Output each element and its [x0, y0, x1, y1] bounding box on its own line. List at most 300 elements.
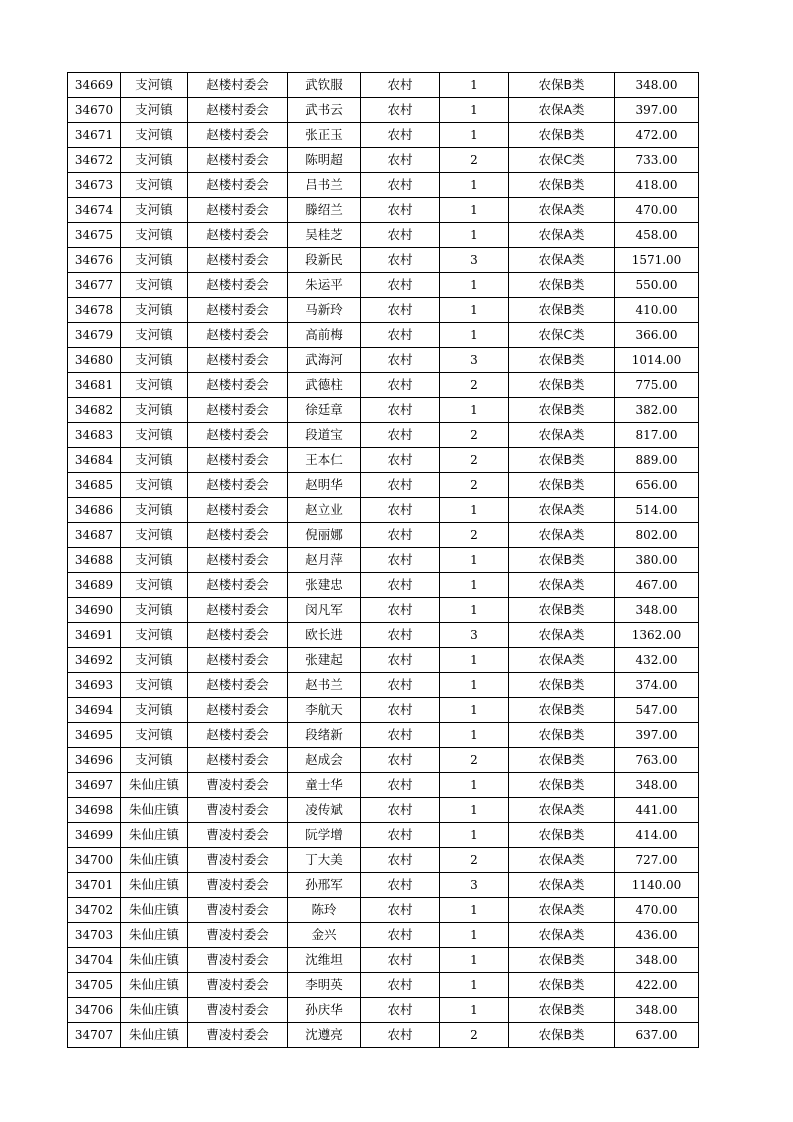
amount-cell: 422.00 [615, 973, 699, 998]
area-type-cell: 农村 [361, 223, 440, 248]
record-id-cell: 34674 [68, 198, 121, 223]
amount-cell: 374.00 [615, 673, 699, 698]
insurance-class-cell: 农保A类 [509, 573, 615, 598]
insurance-class-cell: 农保B类 [509, 448, 615, 473]
amount-cell: 656.00 [615, 473, 699, 498]
household-count-cell: 1 [440, 273, 509, 298]
town-cell: 朱仙庄镇 [121, 998, 188, 1023]
household-count-cell: 2 [440, 523, 509, 548]
town-cell: 支河镇 [121, 98, 188, 123]
area-type-cell: 农村 [361, 723, 440, 748]
record-id-cell: 34703 [68, 923, 121, 948]
table-row [68, 248, 699, 273]
table-row [68, 973, 699, 998]
table-row [68, 773, 699, 798]
table-row [68, 323, 699, 348]
area-type-cell: 农村 [361, 798, 440, 823]
household-count-cell: 1 [440, 773, 509, 798]
town-cell: 朱仙庄镇 [121, 848, 188, 873]
village-cell: 赵楼村委会 [188, 498, 288, 523]
town-cell: 支河镇 [121, 398, 188, 423]
table-row [68, 573, 699, 598]
area-type-cell: 农村 [361, 748, 440, 773]
town-cell: 朱仙庄镇 [121, 773, 188, 798]
table-row [68, 798, 699, 823]
name-cell: 欧长进 [288, 623, 361, 648]
household-count-cell: 1 [440, 198, 509, 223]
area-type-cell: 农村 [361, 498, 440, 523]
village-cell: 赵楼村委会 [188, 548, 288, 573]
record-id-cell: 34702 [68, 898, 121, 923]
amount-cell: 470.00 [615, 198, 699, 223]
village-cell: 曹凌村委会 [188, 873, 288, 898]
amount-cell: 733.00 [615, 148, 699, 173]
name-cell: 孙邢军 [288, 873, 361, 898]
household-count-cell: 1 [440, 898, 509, 923]
table-row [68, 673, 699, 698]
table-row [68, 548, 699, 573]
amount-cell: 382.00 [615, 398, 699, 423]
town-cell: 支河镇 [121, 723, 188, 748]
area-type-cell: 农村 [361, 123, 440, 148]
amount-cell: 432.00 [615, 648, 699, 673]
area-type-cell: 农村 [361, 73, 440, 98]
name-cell: 徐廷章 [288, 398, 361, 423]
insurance-class-cell: 农保A类 [509, 98, 615, 123]
town-cell: 支河镇 [121, 573, 188, 598]
record-id-cell: 34685 [68, 473, 121, 498]
record-id-cell: 34705 [68, 973, 121, 998]
insurance-class-cell: 农保B类 [509, 823, 615, 848]
village-cell: 曹凌村委会 [188, 948, 288, 973]
household-count-cell: 1 [440, 673, 509, 698]
insurance-class-cell: 农保A类 [509, 248, 615, 273]
insurance-class-cell: 农保B类 [509, 698, 615, 723]
insurance-class-cell: 农保B类 [509, 748, 615, 773]
area-type-cell: 农村 [361, 898, 440, 923]
area-type-cell: 农村 [361, 823, 440, 848]
area-type-cell: 农村 [361, 698, 440, 723]
village-cell: 赵楼村委会 [188, 148, 288, 173]
town-cell: 支河镇 [121, 223, 188, 248]
name-cell: 朱运平 [288, 273, 361, 298]
amount-cell: 441.00 [615, 798, 699, 823]
village-cell: 赵楼村委会 [188, 298, 288, 323]
table-row [68, 398, 699, 423]
amount-cell: 514.00 [615, 498, 699, 523]
village-cell: 赵楼村委会 [188, 473, 288, 498]
record-id-cell: 34671 [68, 123, 121, 148]
amount-cell: 467.00 [615, 573, 699, 598]
town-cell: 支河镇 [121, 198, 188, 223]
name-cell: 马新玲 [288, 298, 361, 323]
household-count-cell: 1 [440, 823, 509, 848]
area-type-cell: 农村 [361, 598, 440, 623]
household-count-cell: 1 [440, 548, 509, 573]
name-cell: 凌传斌 [288, 798, 361, 823]
record-id-cell: 34688 [68, 548, 121, 573]
area-type-cell: 农村 [361, 98, 440, 123]
area-type-cell: 农村 [361, 423, 440, 448]
village-cell: 曹凌村委会 [188, 773, 288, 798]
insurance-class-cell: 农保B类 [509, 348, 615, 373]
amount-cell: 727.00 [615, 848, 699, 873]
town-cell: 支河镇 [121, 148, 188, 173]
name-cell: 段新民 [288, 248, 361, 273]
village-cell: 曹凌村委会 [188, 823, 288, 848]
name-cell: 沈维坦 [288, 948, 361, 973]
name-cell: 赵成会 [288, 748, 361, 773]
insurance-class-cell: 农保B类 [509, 598, 615, 623]
table-row [68, 923, 699, 948]
table-row [68, 523, 699, 548]
household-count-cell: 2 [440, 423, 509, 448]
village-cell: 赵楼村委会 [188, 748, 288, 773]
record-id-cell: 34695 [68, 723, 121, 748]
name-cell: 吴桂芝 [288, 223, 361, 248]
table-row [68, 1023, 699, 1048]
insurance-class-cell: 农保A类 [509, 423, 615, 448]
name-cell: 赵明华 [288, 473, 361, 498]
record-id-cell: 34681 [68, 373, 121, 398]
amount-cell: 348.00 [615, 773, 699, 798]
village-cell: 赵楼村委会 [188, 698, 288, 723]
household-count-cell: 2 [440, 748, 509, 773]
record-id-cell: 34694 [68, 698, 121, 723]
town-cell: 朱仙庄镇 [121, 898, 188, 923]
town-cell: 支河镇 [121, 323, 188, 348]
village-cell: 曹凌村委会 [188, 923, 288, 948]
record-id-cell: 34676 [68, 248, 121, 273]
town-cell: 支河镇 [121, 498, 188, 523]
village-cell: 赵楼村委会 [188, 348, 288, 373]
amount-cell: 817.00 [615, 423, 699, 448]
name-cell: 沈遵亮 [288, 1023, 361, 1048]
insurance-class-cell: 农保B类 [509, 998, 615, 1023]
town-cell: 支河镇 [121, 648, 188, 673]
insurance-class-cell: 农保B类 [509, 373, 615, 398]
area-type-cell: 农村 [361, 848, 440, 873]
insurance-class-cell: 农保A类 [509, 623, 615, 648]
household-count-cell: 3 [440, 623, 509, 648]
table-row [68, 848, 699, 873]
area-type-cell: 农村 [361, 1023, 440, 1048]
amount-cell: 1362.00 [615, 623, 699, 648]
table-body [68, 73, 699, 1048]
household-count-cell: 1 [440, 498, 509, 523]
insurance-class-cell: 农保A类 [509, 848, 615, 873]
village-cell: 曹凌村委会 [188, 848, 288, 873]
village-cell: 赵楼村委会 [188, 273, 288, 298]
record-id-cell: 34698 [68, 798, 121, 823]
village-cell: 赵楼村委会 [188, 173, 288, 198]
town-cell: 支河镇 [121, 698, 188, 723]
table-row [68, 598, 699, 623]
amount-cell: 397.00 [615, 98, 699, 123]
household-count-cell: 1 [440, 98, 509, 123]
table-row [68, 73, 699, 98]
household-count-cell: 2 [440, 1023, 509, 1048]
record-id-cell: 34673 [68, 173, 121, 198]
household-count-cell: 1 [440, 123, 509, 148]
amount-cell: 470.00 [615, 898, 699, 923]
amount-cell: 775.00 [615, 373, 699, 398]
record-id-cell: 34707 [68, 1023, 121, 1048]
amount-cell: 380.00 [615, 548, 699, 573]
amount-cell: 348.00 [615, 73, 699, 98]
amount-cell: 366.00 [615, 323, 699, 348]
area-type-cell: 农村 [361, 573, 440, 598]
insurance-class-cell: 农保B类 [509, 298, 615, 323]
household-count-cell: 1 [440, 223, 509, 248]
table-row [68, 948, 699, 973]
household-count-cell: 1 [440, 73, 509, 98]
name-cell: 段绪新 [288, 723, 361, 748]
village-cell: 赵楼村委会 [188, 398, 288, 423]
amount-cell: 472.00 [615, 123, 699, 148]
amount-cell: 348.00 [615, 998, 699, 1023]
village-cell: 赵楼村委会 [188, 598, 288, 623]
name-cell: 武海河 [288, 348, 361, 373]
town-cell: 支河镇 [121, 523, 188, 548]
name-cell: 赵立业 [288, 498, 361, 523]
table-row [68, 273, 699, 298]
village-cell: 赵楼村委会 [188, 523, 288, 548]
area-type-cell: 农村 [361, 548, 440, 573]
table-row [68, 623, 699, 648]
record-id-cell: 34672 [68, 148, 121, 173]
town-cell: 朱仙庄镇 [121, 923, 188, 948]
area-type-cell: 农村 [361, 148, 440, 173]
insurance-class-cell: 农保A类 [509, 923, 615, 948]
area-type-cell: 农村 [361, 673, 440, 698]
town-cell: 支河镇 [121, 123, 188, 148]
table-row [68, 898, 699, 923]
town-cell: 朱仙庄镇 [121, 948, 188, 973]
data-table [67, 72, 699, 1048]
town-cell: 支河镇 [121, 423, 188, 448]
table-row [68, 173, 699, 198]
insurance-class-cell: 农保C类 [509, 148, 615, 173]
name-cell: 金兴 [288, 923, 361, 948]
table-row [68, 873, 699, 898]
household-count-cell: 1 [440, 998, 509, 1023]
household-count-cell: 1 [440, 573, 509, 598]
household-count-cell: 1 [440, 648, 509, 673]
village-cell: 曹凌村委会 [188, 898, 288, 923]
village-cell: 赵楼村委会 [188, 373, 288, 398]
village-cell: 赵楼村委会 [188, 423, 288, 448]
area-type-cell: 农村 [361, 373, 440, 398]
household-count-cell: 3 [440, 348, 509, 373]
amount-cell: 348.00 [615, 598, 699, 623]
insurance-class-cell: 农保A类 [509, 223, 615, 248]
name-cell: 赵月萍 [288, 548, 361, 573]
village-cell: 曹凌村委会 [188, 798, 288, 823]
table-row [68, 748, 699, 773]
name-cell: 武德柱 [288, 373, 361, 398]
table-row [68, 423, 699, 448]
town-cell: 支河镇 [121, 548, 188, 573]
name-cell: 高前梅 [288, 323, 361, 348]
town-cell: 支河镇 [121, 173, 188, 198]
amount-cell: 397.00 [615, 723, 699, 748]
area-type-cell: 农村 [361, 273, 440, 298]
area-type-cell: 农村 [361, 298, 440, 323]
amount-cell: 889.00 [615, 448, 699, 473]
town-cell: 朱仙庄镇 [121, 873, 188, 898]
insurance-class-cell: 农保A类 [509, 898, 615, 923]
table-row [68, 648, 699, 673]
name-cell: 李航天 [288, 698, 361, 723]
insurance-class-cell: 农保B类 [509, 173, 615, 198]
table-row [68, 723, 699, 748]
name-cell: 陈玲 [288, 898, 361, 923]
village-cell: 赵楼村委会 [188, 448, 288, 473]
household-count-cell: 1 [440, 923, 509, 948]
record-id-cell: 34670 [68, 98, 121, 123]
household-count-cell: 1 [440, 323, 509, 348]
area-type-cell: 农村 [361, 323, 440, 348]
household-count-cell: 1 [440, 798, 509, 823]
household-count-cell: 1 [440, 598, 509, 623]
record-id-cell: 34689 [68, 573, 121, 598]
village-cell: 赵楼村委会 [188, 198, 288, 223]
insurance-class-cell: 农保A类 [509, 498, 615, 523]
area-type-cell: 农村 [361, 648, 440, 673]
town-cell: 支河镇 [121, 273, 188, 298]
name-cell: 张建忠 [288, 573, 361, 598]
town-cell: 支河镇 [121, 448, 188, 473]
record-id-cell: 34680 [68, 348, 121, 373]
area-type-cell: 农村 [361, 173, 440, 198]
insurance-class-cell: 农保B类 [509, 548, 615, 573]
insurance-class-cell: 农保B类 [509, 473, 615, 498]
table-row [68, 123, 699, 148]
name-cell: 孙庆华 [288, 998, 361, 1023]
table-row [68, 198, 699, 223]
amount-cell: 414.00 [615, 823, 699, 848]
amount-cell: 418.00 [615, 173, 699, 198]
village-cell: 曹凌村委会 [188, 973, 288, 998]
household-count-cell: 2 [440, 148, 509, 173]
name-cell: 丁大美 [288, 848, 361, 873]
town-cell: 支河镇 [121, 748, 188, 773]
amount-cell: 458.00 [615, 223, 699, 248]
insurance-class-cell: 农保B类 [509, 123, 615, 148]
household-count-cell: 3 [440, 873, 509, 898]
amount-cell: 763.00 [615, 748, 699, 773]
amount-cell: 410.00 [615, 298, 699, 323]
record-id-cell: 34697 [68, 773, 121, 798]
area-type-cell: 农村 [361, 473, 440, 498]
record-id-cell: 34693 [68, 673, 121, 698]
insurance-class-cell: 农保B类 [509, 73, 615, 98]
table-row [68, 498, 699, 523]
household-count-cell: 1 [440, 298, 509, 323]
name-cell: 张建起 [288, 648, 361, 673]
insurance-class-cell: 农保A类 [509, 798, 615, 823]
record-id-cell: 34704 [68, 948, 121, 973]
record-id-cell: 34699 [68, 823, 121, 848]
record-id-cell: 34700 [68, 848, 121, 873]
town-cell: 朱仙庄镇 [121, 823, 188, 848]
record-id-cell: 34675 [68, 223, 121, 248]
name-cell: 滕绍兰 [288, 198, 361, 223]
area-type-cell: 农村 [361, 998, 440, 1023]
amount-cell: 1140.00 [615, 873, 699, 898]
name-cell: 陈明超 [288, 148, 361, 173]
insurance-class-cell: 农保B类 [509, 973, 615, 998]
household-count-cell: 1 [440, 948, 509, 973]
household-count-cell: 1 [440, 723, 509, 748]
area-type-cell: 农村 [361, 398, 440, 423]
amount-cell: 1014.00 [615, 348, 699, 373]
village-cell: 赵楼村委会 [188, 248, 288, 273]
amount-cell: 802.00 [615, 523, 699, 548]
table-row [68, 998, 699, 1023]
area-type-cell: 农村 [361, 873, 440, 898]
area-type-cell: 农村 [361, 348, 440, 373]
table-row [68, 473, 699, 498]
record-id-cell: 34691 [68, 623, 121, 648]
table-row [68, 298, 699, 323]
area-type-cell: 农村 [361, 448, 440, 473]
amount-cell: 550.00 [615, 273, 699, 298]
area-type-cell: 农村 [361, 948, 440, 973]
household-count-cell: 1 [440, 973, 509, 998]
town-cell: 支河镇 [121, 373, 188, 398]
town-cell: 朱仙庄镇 [121, 1023, 188, 1048]
insurance-class-cell: 农保B类 [509, 948, 615, 973]
household-count-cell: 1 [440, 398, 509, 423]
town-cell: 支河镇 [121, 673, 188, 698]
table-row [68, 373, 699, 398]
record-id-cell: 34701 [68, 873, 121, 898]
table-row [68, 823, 699, 848]
village-cell: 曹凌村委会 [188, 998, 288, 1023]
insurance-class-cell: 农保A类 [509, 873, 615, 898]
record-id-cell: 34669 [68, 73, 121, 98]
town-cell: 支河镇 [121, 598, 188, 623]
amount-cell: 1571.00 [615, 248, 699, 273]
record-id-cell: 34706 [68, 998, 121, 1023]
name-cell: 段道宝 [288, 423, 361, 448]
name-cell: 李明英 [288, 973, 361, 998]
record-id-cell: 34679 [68, 323, 121, 348]
record-id-cell: 34683 [68, 423, 121, 448]
town-cell: 支河镇 [121, 623, 188, 648]
amount-cell: 637.00 [615, 1023, 699, 1048]
name-cell: 张正玉 [288, 123, 361, 148]
village-cell: 赵楼村委会 [188, 723, 288, 748]
household-count-cell: 2 [440, 373, 509, 398]
village-cell: 赵楼村委会 [188, 673, 288, 698]
village-cell: 赵楼村委会 [188, 573, 288, 598]
village-cell: 曹凌村委会 [188, 1023, 288, 1048]
household-count-cell: 1 [440, 698, 509, 723]
amount-cell: 348.00 [615, 948, 699, 973]
village-cell: 赵楼村委会 [188, 323, 288, 348]
village-cell: 赵楼村委会 [188, 123, 288, 148]
area-type-cell: 农村 [361, 623, 440, 648]
record-id-cell: 34678 [68, 298, 121, 323]
insurance-class-cell: 农保A类 [509, 198, 615, 223]
insurance-class-cell: 农保B类 [509, 723, 615, 748]
name-cell: 倪丽娜 [288, 523, 361, 548]
name-cell: 闵凡军 [288, 598, 361, 623]
table-row [68, 148, 699, 173]
